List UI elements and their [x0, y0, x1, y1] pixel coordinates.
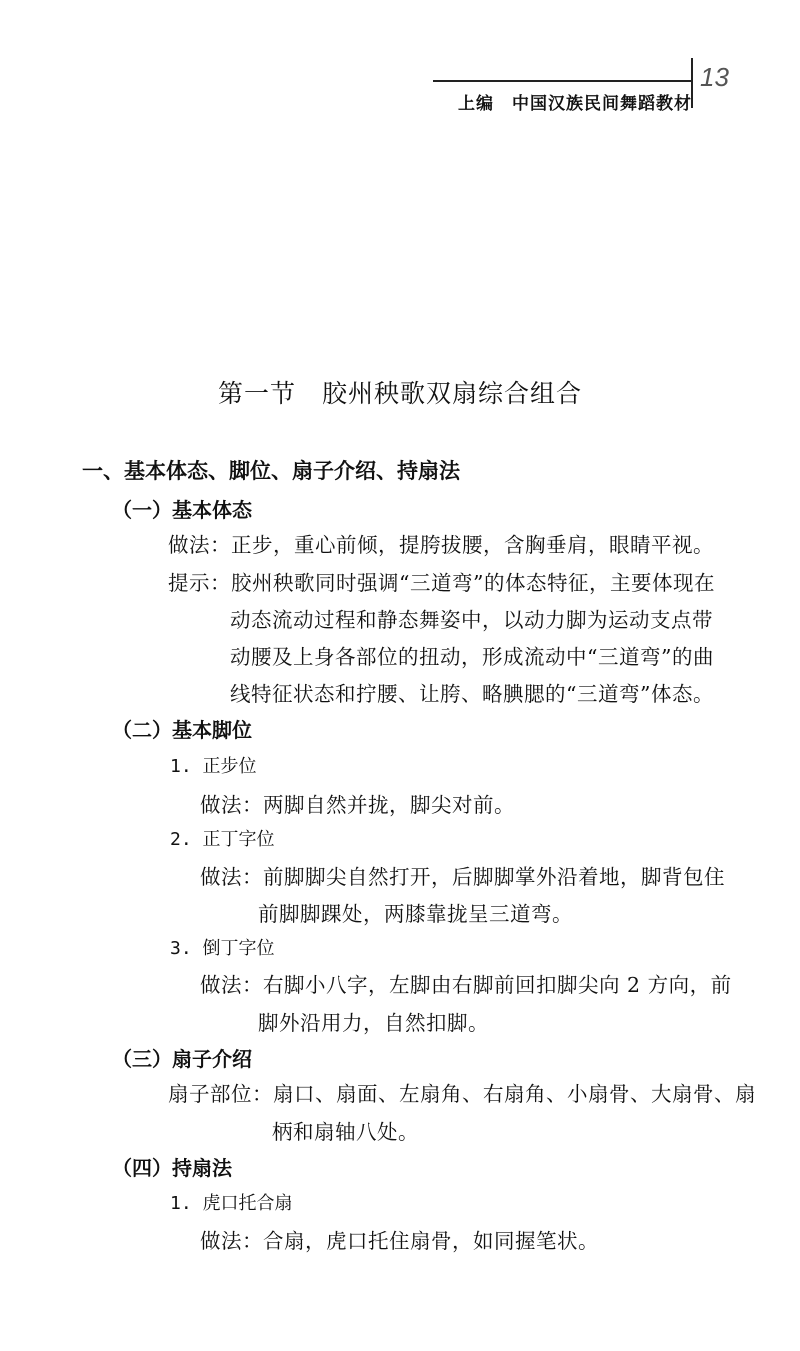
subsection-heading-fan-holding: （四）持扇法 [112, 1156, 232, 1180]
fan-parts-line: 柄和扇轴八处。 [272, 1120, 419, 1144]
posture-tip-line: 线特征状态和拧腰、让胯、略腆腮的“三道弯”体态。 [230, 682, 714, 706]
subsection-heading-fan-intro: （三）扇子介绍 [112, 1047, 252, 1071]
item-method-t-position-line: 前脚脚踝处，两膝靠拢呈三道弯。 [258, 902, 573, 926]
subsection-heading-posture: （一）基本体态 [112, 498, 252, 522]
item-method-tiger-mouth: 做法：合扇，虎口托住扇骨，如同握笔状。 [200, 1229, 599, 1253]
item-method-t-position-line: 做法：前脚脚尖自然打开，后脚脚掌外沿着地，脚背包住 [200, 865, 725, 889]
posture-tip-line: 动态流动过程和静态舞姿中，以动力脚为运动支点带 [230, 608, 713, 632]
subsection-heading-foot-positions: （二）基本脚位 [112, 718, 252, 742]
posture-tip-line: 提示：胶州秧歌同时强调“三道弯”的体态特征，主要体现在 [168, 571, 715, 595]
running-title: 上编 中国汉族民间舞蹈教材 [458, 94, 692, 114]
item-title-tiger-mouth: 1. 虎口托合扇 [170, 1193, 293, 1214]
item-method-reverse-t-line: 做法：右脚小八字，左脚由右脚前回扣脚尖向 2 方向，前 [200, 973, 732, 997]
page-number: 13 [700, 62, 729, 92]
section-title: 第一节 胶州秧歌双扇综合组合 [217, 379, 582, 408]
part-heading: 一、基本体态、脚位、扇子介绍、持扇法 [82, 459, 460, 483]
posture-method: 做法：正步，重心前倾，提胯拔腰，含胸垂肩，眼睛平视。 [168, 533, 714, 557]
item-title-parallel: 1. 正步位 [170, 756, 257, 777]
item-title-reverse-t-position: 3. 倒丁字位 [170, 938, 275, 959]
fan-parts-line: 扇子部位：扇口、扇面、左扇角、右扇角、小扇骨、大扇骨、扇 [168, 1082, 756, 1106]
header-rule [433, 80, 691, 82]
posture-tip-line: 动腰及上身各部位的扭动，形成流动中“三道弯”的曲 [230, 645, 714, 669]
item-method-parallel: 做法：两脚自然并拢，脚尖对前。 [200, 793, 515, 817]
item-title-t-position: 2. 正丁字位 [170, 829, 275, 850]
item-method-reverse-t-line: 脚外沿用力，自然扣脚。 [258, 1011, 489, 1035]
